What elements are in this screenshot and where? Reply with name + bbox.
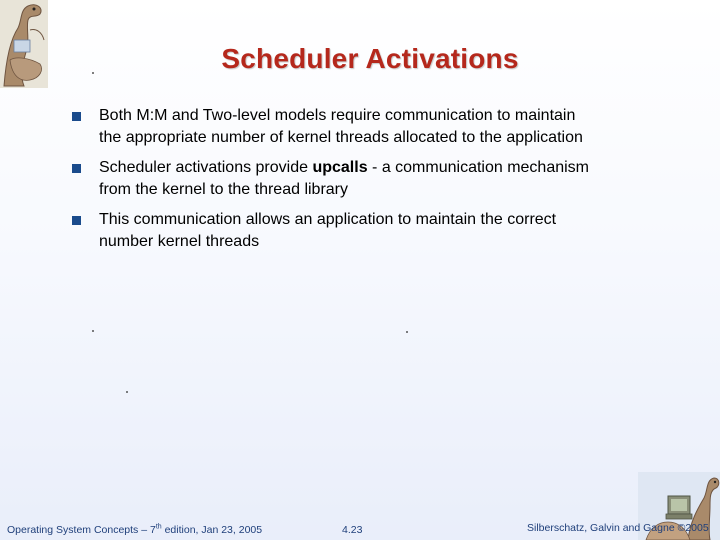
slide-number: 4.23: [342, 524, 363, 536]
footer-course-info: [7, 524, 262, 536]
bullet-list: [72, 105, 592, 261]
footer-date-text: edition, Jan 23, 2005: [161, 524, 263, 536]
square-bullet-icon: [72, 216, 81, 225]
footer-course-text: Operating System Concepts – 7: [7, 524, 156, 536]
stray-dot: [126, 391, 128, 393]
square-bullet-icon: [72, 164, 81, 173]
footer-edition-sup: th: [155, 523, 162, 531]
stray-dot: [92, 330, 94, 332]
slide-title: Scheduler Activations: [221, 42, 519, 74]
bullet-item: [72, 105, 592, 149]
stray-dot: [92, 72, 94, 74]
bullet-text-continued: - a communication mechanism from the kernel to the thread library: [99, 159, 590, 198]
stray-dot: [406, 331, 408, 333]
bullet-text: Both M:M and Two-level models require communication to maintain the appropriate number of kernel threads allocated to the application: [99, 107, 583, 146]
footer-copyright: Silberschatz, Galvin and Gagne ©2005: [527, 522, 709, 534]
bullet-text: Scheduler activations provide: [99, 159, 313, 176]
bullet-item: [72, 157, 592, 201]
bullet-bold-term: upcalls: [312, 159, 368, 176]
bullet-item: [72, 209, 592, 253]
bullet-text: This communication allows an application to maintain the correct number kernel threads: [99, 211, 557, 250]
square-bullet-icon: [72, 112, 81, 121]
